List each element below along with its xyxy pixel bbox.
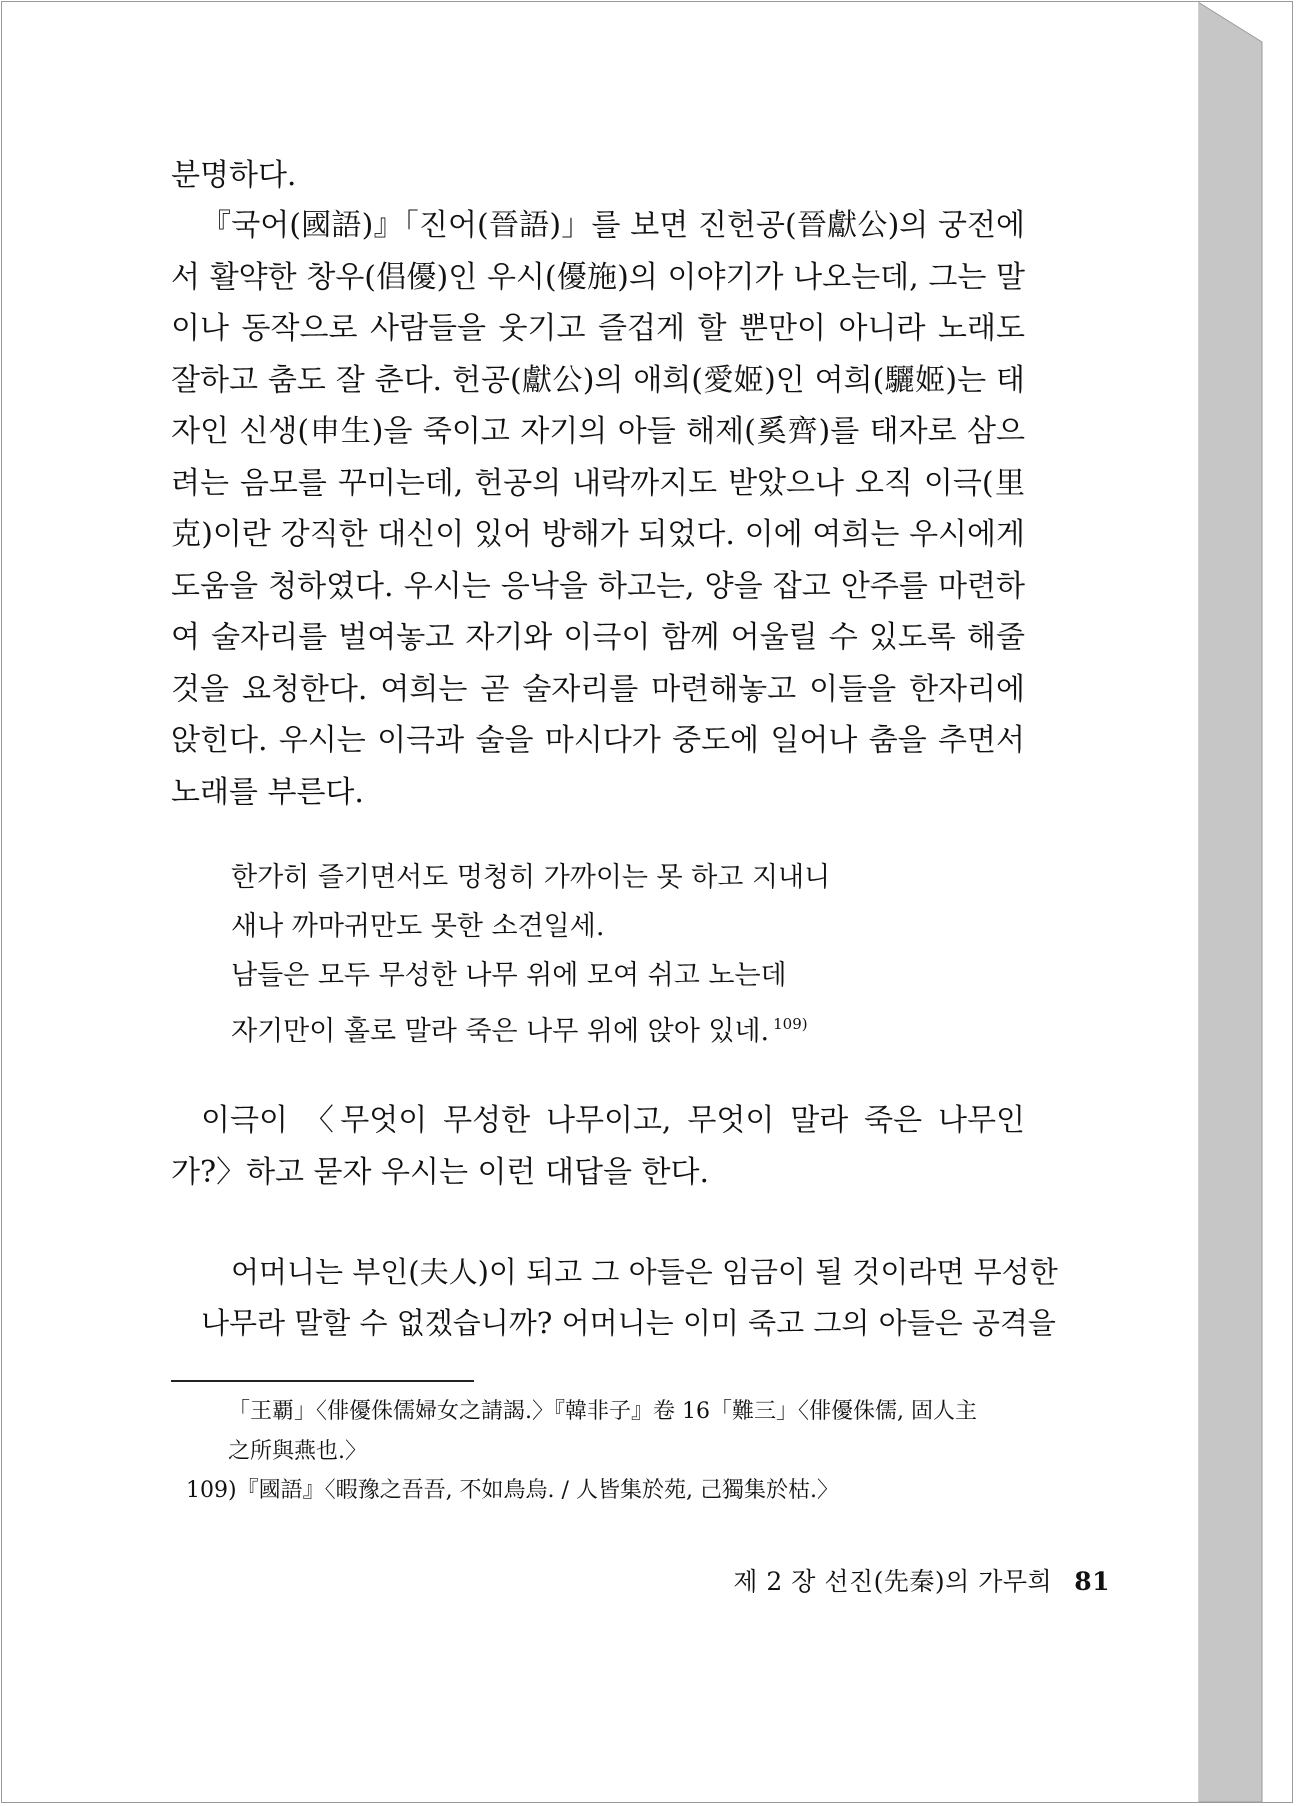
verse-block: [231, 853, 1011, 1056]
verse-line: 남들은 모두 무성한 나무 위에 모여 쉬고 노는데: [231, 960, 787, 991]
chapter-title: 제 2 장 선진(先秦)의 가무희: [733, 1567, 1053, 1596]
verse-line: 새나 까마귀만도 못한 소견일세.: [231, 911, 605, 942]
quote-line: 어머니는 부인(夫人)이 되고 그 아들은 임금이 될 것이라면 무성한: [231, 1255, 1058, 1289]
footnote-line: 「王覇」〈俳優侏儒婦女之請謁.〉『韓非子』卷 16「難三」〈俳優侏儒, 固人主: [228, 1399, 977, 1424]
main-paragraph: 『국어(國語)』「진어(晉語)」를 보면 진헌공(晉獻公)의 궁전에서 활약한 창우(倡優)인 우시(優施)의 이야기가 나오는데, 그는 말이나 동작으로 사람들을 웃기고 즐겁게 할 뿐만이 아니라 노래도 잘하고 춤도 잘 춘다. 헌공(獻公)의 애희(愛姬)인 여희(驪姬)는 태자인 신생(申生)을 죽이고 자기의 아들 해제(奚齊)를 태자로 삼으려는 음모를 꾸미는데, 헌공의 내락까지도 받았으나 오직 이극(里克)이란 강직한 대신이 있어 방해가 되었다. 이에 여희는 우시에게 도움을 청하였다. 우시는 응낙을 하고는, 양을 잡고 안주를 마련하여 술자리를 벌여놓고 자기와 이극이 함께 어울릴 수 있도록 해줄 것을 요청한다. 여희는 곧 술자리를 마련해놓고 이들을 한자리에 앉힌다. 우시는 이극과 술을 마시다가 중도에 일어나 춤을 추면서 노래를 부른다.: [171, 208, 1025, 810]
quote-line: 나무라 말할 수 없겠습니까? 어머니는 이미 죽고 그의 아들은 공격을: [201, 1306, 1056, 1340]
verse-text: 자기만이 홀로 말라 죽은 나무 위에 앉아 있네.: [231, 1016, 770, 1047]
paragraph-continuation: 분명하다.: [171, 158, 297, 193]
footnote-109: [186, 1471, 1046, 1511]
verse-line: 한가히 즐기면서도 멍청히 가까이는 못 하고 지내니: [231, 862, 831, 893]
footnote-continuation: [228, 1392, 1088, 1472]
running-footer: [733, 1562, 1110, 1598]
footnote-line: 之所與燕也.〉: [228, 1439, 367, 1464]
footnote-ref-109[interactable]: 109): [773, 1015, 808, 1033]
footnote-line: 109)『國語』〈暇豫之吾吾, 不如鳥烏. / 人皆集於苑, 己獨集於枯.〉: [186, 1478, 839, 1503]
page-number: 81: [1074, 1567, 1110, 1596]
verse-line-last: [231, 1000, 1011, 1056]
footnote-separator: [171, 1380, 474, 1382]
quote-block: [201, 1247, 1058, 1349]
dialogue-paragraph: 이극이 〈무엇이 무성한 나무이고, 무엇이 말라 죽은 나무인가?〉하고 묻자 우시는 이런 대답을 한다.: [171, 1103, 1025, 1190]
